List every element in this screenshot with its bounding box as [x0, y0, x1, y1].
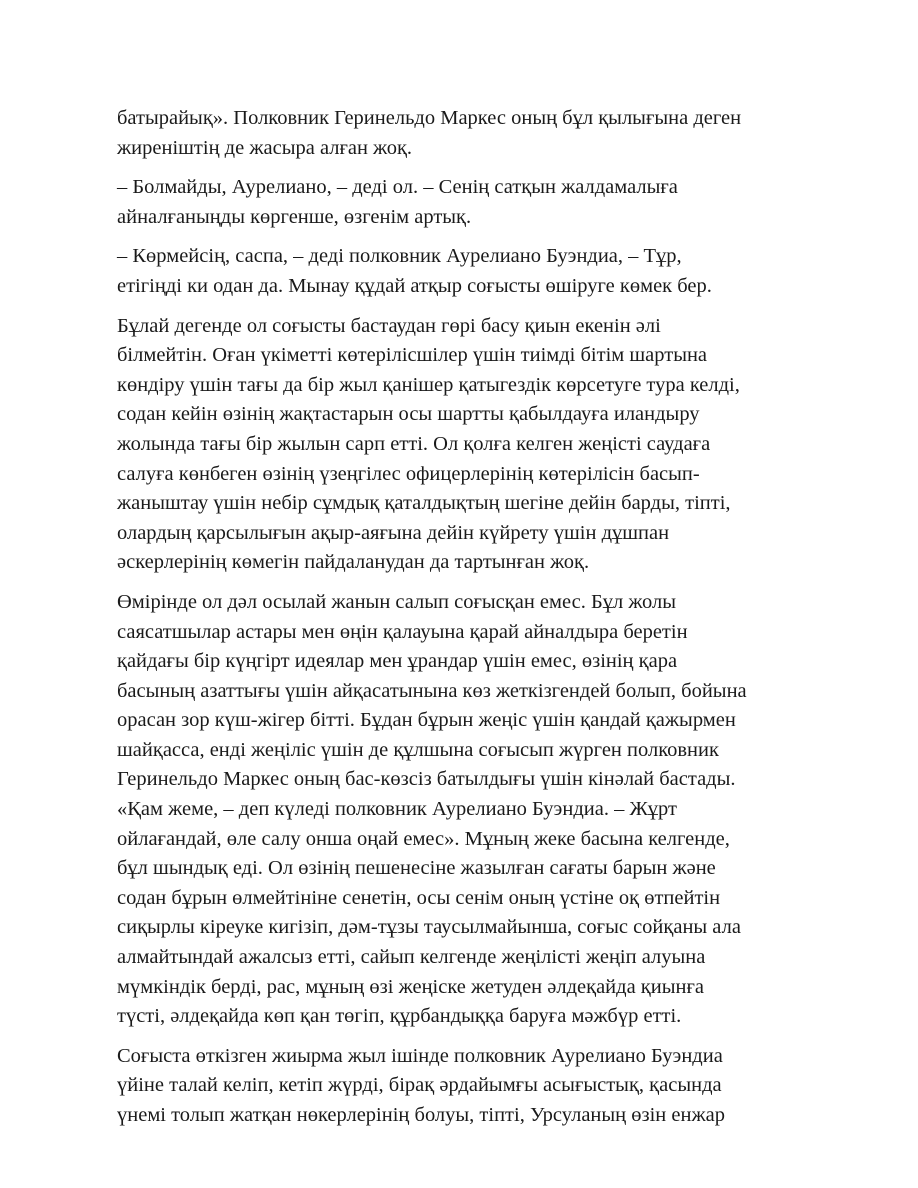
paragraph [117, 1042, 817, 1131]
text-line: әскерлерінің көмегін пайдаланудан да тартынған жоқ. [117, 551, 590, 574]
text-line: салуға көнбеген өзінің үзеңгілес офицерлерінің көтерілісін басып- [117, 462, 700, 485]
text-line: жаныштау үшін небір сұмдық қаталдықтың шегіне дейін барды, тіпті, [117, 492, 731, 515]
text-line: батырайық». Полковник Геринельдо Маркес оның бұл қылығына деген [117, 107, 742, 129]
text-line: қайдағы бір күңгірт идеялар мен ұрандар үшін емес, өзінің қара [117, 650, 678, 673]
text-line: «Қам жеме, – деп күледі полковник Аурелиано Буэндиа. – Жұрт [117, 798, 677, 821]
text-line: айналғаныңды көргенше, өзгенім артық. [117, 205, 472, 228]
text-line: етігіңді ки одан да. Мынау құдай атқыр соғысты өшіруге көмек бер. [117, 274, 712, 297]
text-line: жиреніштің де жасыра алған жоқ. [117, 136, 413, 159]
text-line: білмейтін. Оған үкіметті көтерілісшілер үшін тиімді бітім шартына [117, 344, 708, 367]
paragraph [117, 588, 817, 1032]
text-line: бұл шындық еді. Ол өзінің пешенесіне жазылған сағаты барын және [117, 857, 716, 880]
text-line: олардың қарсылығын ақыр-аяғына дейін күйрету үшін дұшпан [117, 521, 670, 544]
text-line: ойлағандай, өле салу онша оңай емес». Мұның жеке басына келгенде, [117, 827, 730, 850]
paragraph [117, 104, 817, 163]
text-line: шайқасса, енді жеңіліс үшін де құлшына соғысып жүрген полковник [117, 738, 719, 761]
body-text [117, 104, 817, 1141]
text-line: үнемі толып жатқан нөкерлерінің болуы, тіпті, Урсуланың өзін енжар [117, 1104, 725, 1126]
text-line: түсті, әлдеқайда көп қан төгіп, құрбандыққа баруға мәжбүр етті. [117, 1005, 682, 1028]
text-line: алмайтындай ажалсыз етті, сайып келгенде жеңілісті жеңіп алуына [117, 946, 706, 969]
text-line: Бұлай дегенде ол соғысты бастаудан гөрі басу қиын екенін әлі [117, 314, 661, 337]
text-line: басының азаттығы үшін айқасатынына көз жеткізгендей болып, бойына [117, 679, 747, 702]
text-line: содан бұрын өлмейтініне сенетін, осы сенім оның үстіне оқ өтпейтін [117, 886, 721, 909]
text-line: мүмкіндік берді, рас, мұның өзі жеңіске жетуден әлдеқайда қиынға [117, 975, 704, 998]
text-line: орасан зор күш-жігер бітті. Бұдан бұрын жеңіс үшін қандай қажырмен [117, 709, 736, 732]
text-line: жолында тағы бір жылын сарп етті. Ол қолға келген жеңісті саудаға [117, 432, 711, 455]
paragraph [117, 242, 817, 301]
text-line: Өмірінде ол дәл осылай жанын салып соғысқан емес. Бұл жолы [117, 590, 676, 613]
text-line: үйіне талай келіп, кетіп жүрді, бірақ әрдайымғы асығыстық, қасында [117, 1074, 722, 1097]
text-line: содан кейін өзінің жақтастарын осы шартты қабылдауға иландыру [117, 403, 700, 426]
text-line: Соғыста өткізген жиырма жыл ішінде полковник Аурелиано Буэндиа [117, 1044, 723, 1067]
paragraph [117, 173, 817, 232]
text-line: сиқырлы кіреуке кигізіп, дәм-тұзы таусылмайынша, соғыс сойқаны ала [117, 916, 741, 939]
text-line: көндіру үшін тағы да бір жыл қанішер қатыгездік көрсетуге тура келді, [117, 373, 740, 396]
text-line: саясатшылар астары мен өңін қалауына қарай айналдыра беретін [117, 620, 688, 643]
text-line: – Болмайды, Аурелиано, – деді ол. – Сенің сатқын жалдамалыға [117, 176, 678, 199]
paragraph [117, 312, 817, 578]
text-line: – Көрмейсің, саспа, – деді полковник Аурелиано Буэндиа, – Тұр, [117, 245, 682, 268]
text-line: Геринельдо Маркес оның бас-көзсіз батылдығы үшін кінәлай бастады. [117, 768, 736, 791]
